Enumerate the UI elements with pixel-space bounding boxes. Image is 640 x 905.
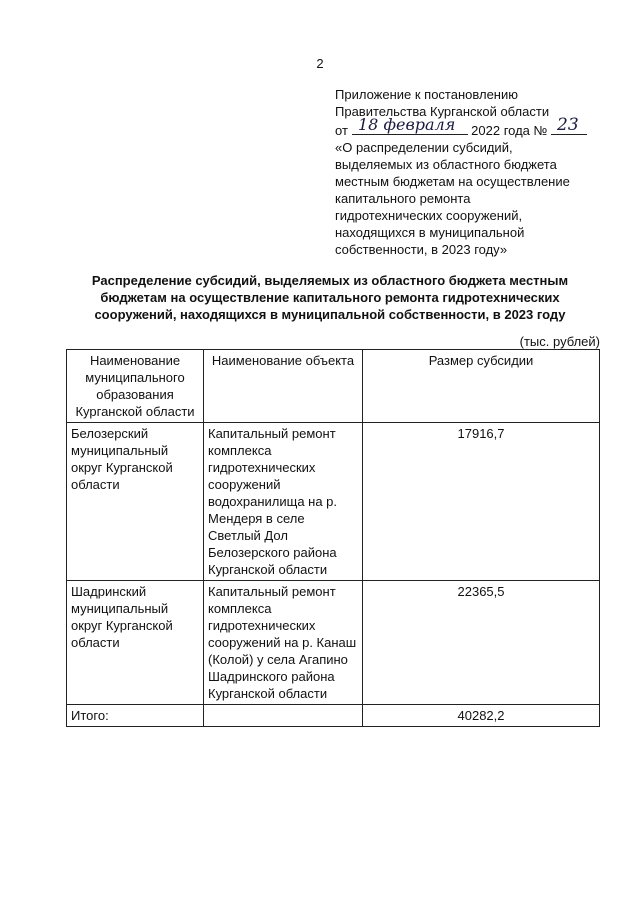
total-label: Итого: <box>67 705 204 727</box>
table-header-row <box>67 350 600 423</box>
year-text: 2022 года № <box>471 123 548 138</box>
table-total-row <box>67 705 600 727</box>
handwritten-date <box>352 114 468 136</box>
appendix-line-1: Приложение к постановлению <box>335 87 518 102</box>
total-empty-cell <box>204 705 363 727</box>
document-title-line-3: сооружений, находящихся в муниципальной собственности, в 2023 году <box>94 307 566 322</box>
table-row <box>67 581 600 705</box>
appendix-line-subject-1: «О распределении субсидий, <box>335 140 513 155</box>
handwritten-number <box>551 114 587 136</box>
date-blank <box>352 115 468 135</box>
header-amount: Размер субсидии <box>363 350 600 423</box>
from-label: от <box>335 123 348 138</box>
number-blank <box>551 115 587 135</box>
row-amount: 22365,5 <box>363 581 600 705</box>
handwritten-number-text: 23 <box>557 115 579 135</box>
table-row <box>67 423 600 581</box>
row-amount: 17916,7 <box>363 423 600 581</box>
row-object: Капитальный ремонт комплекса гидротехнических сооружений водохранилища на р. Мендеря в селе Светлый Дол Белозерского района Курганской области <box>204 423 363 581</box>
appendix-line-subject-7: собственности, в 2023 году» <box>335 242 508 257</box>
row-municipality: Шадринский муниципальный округ Курганской области <box>67 581 204 705</box>
appendix-line-subject-4: капитального ремонта <box>335 191 471 206</box>
document-title <box>70 272 590 323</box>
total-amount: 40282,2 <box>363 705 600 727</box>
appendix-date-line <box>335 115 625 139</box>
row-municipality: Белозерский муниципальный округ Курганской области <box>67 423 204 581</box>
document-title-line-2: бюджетам на осуществление капитального ремонта гидротехнических <box>100 290 560 305</box>
appendix-block <box>335 86 625 258</box>
appendix-line-subject-6: находящихся в муниципальной <box>335 225 525 240</box>
document-title-line-1: Распределение субсидий, выделяемых из областного бюджета местным <box>91 273 569 288</box>
appendix-line-2: Правительства Курганской области <box>335 104 550 119</box>
appendix-line-subject-5: гидротехнических сооружений, <box>335 208 523 223</box>
subsidies-table <box>66 349 600 727</box>
header-municipality: Наименование муниципального образования Курганской области <box>67 350 204 423</box>
handwritten-date-text: 18 февраля <box>357 115 455 134</box>
units-label: (тыс. рублей) <box>519 334 600 349</box>
appendix-line-subject-2: выделяемых из областного бюджета <box>335 157 557 172</box>
appendix-line-subject-3: местным бюджетам на осуществление <box>335 174 570 189</box>
header-object: Наименование объекта <box>204 350 363 423</box>
row-object: Капитальный ремонт комплекса гидротехнических сооружений на р. Канаш (Колой) у села Агапино Шадринского района Курганской области <box>204 581 363 705</box>
page-number: 2 <box>316 56 324 71</box>
